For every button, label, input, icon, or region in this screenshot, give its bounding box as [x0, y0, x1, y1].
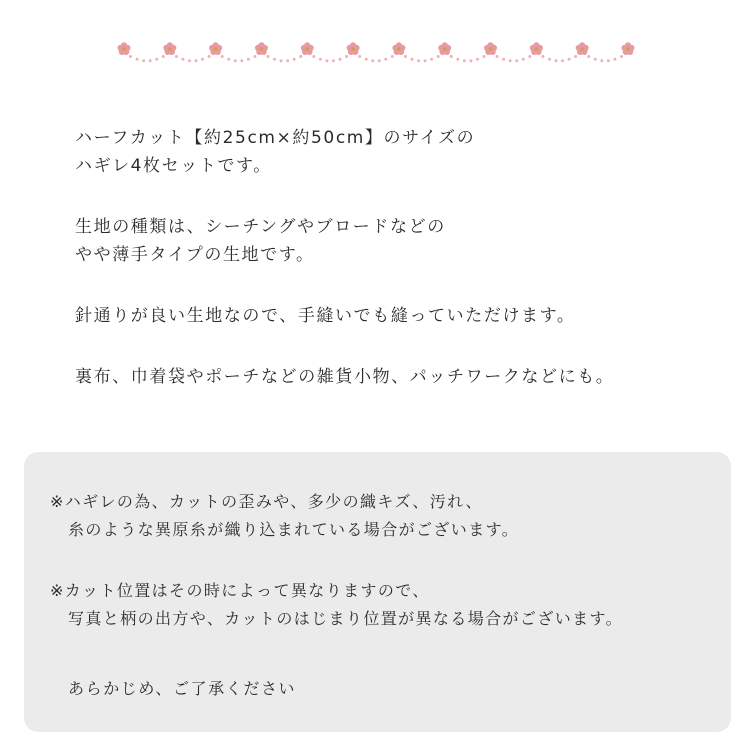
- garland-dot: [181, 58, 184, 61]
- flower-icon: [163, 42, 176, 55]
- flower-icon: [209, 42, 222, 55]
- garland-dot: [568, 58, 571, 61]
- garland-dot: [600, 59, 603, 62]
- garland-dot: [417, 59, 420, 62]
- garland-dot: [450, 55, 453, 58]
- flower-icon: [438, 42, 451, 55]
- garland-dot: [221, 55, 224, 58]
- garland-dot: [463, 59, 466, 62]
- garland-dot: [293, 58, 296, 61]
- garland-dot: [424, 59, 427, 62]
- flower-icon: [392, 42, 405, 55]
- flower-icon: [484, 42, 497, 55]
- garland-dot: [384, 58, 387, 61]
- garland-dot: [483, 55, 486, 58]
- description-line: 針通りが良い生地なので、手縫いでも縫っていただけます。: [75, 306, 576, 326]
- garland-dot: [555, 59, 558, 62]
- garland-dot: [548, 58, 551, 61]
- garland-dot: [345, 55, 348, 58]
- garland-dot: [496, 55, 499, 58]
- garland-dot: [142, 59, 145, 62]
- garland-dot: [162, 55, 165, 58]
- garland-dot: [273, 58, 276, 61]
- garland-dot: [325, 59, 328, 62]
- description-line: やや薄手タイプの生地です。: [75, 245, 315, 265]
- flower-garland-icon: [0, 30, 750, 80]
- garland-dot: [404, 55, 407, 58]
- garland-dot: [234, 59, 237, 62]
- garland-dot: [201, 58, 204, 61]
- description-paragraph-size: [75, 124, 715, 180]
- garland-dot: [522, 58, 525, 61]
- garland-dot: [411, 58, 414, 61]
- description-paragraph-sewing: [75, 302, 715, 330]
- garland-dot: [299, 55, 302, 58]
- garland-dot: [620, 55, 623, 58]
- product-description: [75, 124, 715, 424]
- garland-dot: [587, 55, 590, 58]
- garland-dot: [358, 55, 361, 58]
- garland-dot: [332, 59, 335, 62]
- garland-dot: [339, 58, 342, 61]
- garland-dot: [155, 58, 158, 61]
- garland-dot: [286, 59, 289, 62]
- garland-dot: [502, 58, 505, 61]
- flower-icon: [117, 42, 130, 55]
- garland-dot: [208, 55, 211, 58]
- description-line: 生地の種類は、シーチングやブロードなどの: [75, 217, 446, 237]
- garland-dot: [280, 59, 283, 62]
- garland-dot: [227, 58, 230, 61]
- notice-item-defects: [50, 488, 730, 544]
- garland-dot: [469, 59, 472, 62]
- flower-icon: [255, 42, 268, 55]
- garland-dot: [541, 55, 544, 58]
- garland-dot: [312, 55, 315, 58]
- notice-line: ※ハギレの為、カットの歪みや、多少の織キズ、汚れ、: [50, 492, 483, 511]
- flower-icon: [347, 42, 360, 55]
- garland-dot: [240, 59, 243, 62]
- garland-dot: [515, 59, 518, 62]
- flower-icon: [530, 42, 543, 55]
- flower-icon: [576, 42, 589, 55]
- garland-dot: [365, 58, 368, 61]
- notice-item-cut-position: [50, 577, 730, 633]
- garland-dot: [528, 55, 531, 58]
- garland-dot: [136, 58, 139, 61]
- notice-closing: あらかじめ、ご了承ください: [68, 679, 297, 698]
- notice-line: 写真と柄の出方や、カットのはじまり位置が異なる場合がございます。: [68, 609, 624, 628]
- description-line: ハギレ4枚セットです。: [75, 156, 272, 176]
- description-paragraph-uses: [75, 363, 715, 391]
- garland-dot: [267, 55, 270, 58]
- notice-line: 糸のような異原糸が織り込まれている場合がございます。: [68, 520, 520, 539]
- garland-dot: [319, 58, 322, 61]
- notice-line: ※カット位置はその時によって異なりますので、: [50, 581, 430, 600]
- garland-dot: [430, 58, 433, 61]
- garland-dot: [594, 58, 597, 61]
- garland-dot: [561, 59, 564, 62]
- garland-dot: [247, 58, 250, 61]
- garland-dot: [509, 59, 512, 62]
- garland-dot: [371, 59, 374, 62]
- garland-dot: [607, 59, 610, 62]
- garland-dot: [188, 59, 191, 62]
- garland-dot: [391, 55, 394, 58]
- flower-icon: [301, 42, 314, 55]
- garland-dot: [378, 59, 381, 62]
- description-paragraph-fabric: [75, 213, 715, 269]
- garland-dot: [175, 55, 178, 58]
- garland-dot: [456, 58, 459, 61]
- garland-dot: [613, 58, 616, 61]
- garland-dot: [253, 55, 256, 58]
- notice-text: [50, 488, 730, 666]
- garland-dot: [437, 55, 440, 58]
- flower-icon: [621, 42, 634, 55]
- description-line: 裏布、巾着袋やポーチなどの雑貨小物、パッチワークなどにも。: [75, 367, 615, 387]
- garland-dot: [574, 55, 577, 58]
- garland-dot: [149, 59, 152, 62]
- description-line: ハーフカット【約25cm×約50cm】のサイズの: [75, 128, 476, 148]
- garland-dot: [476, 58, 479, 61]
- garland-dot: [129, 55, 132, 58]
- garland-dot: [195, 59, 198, 62]
